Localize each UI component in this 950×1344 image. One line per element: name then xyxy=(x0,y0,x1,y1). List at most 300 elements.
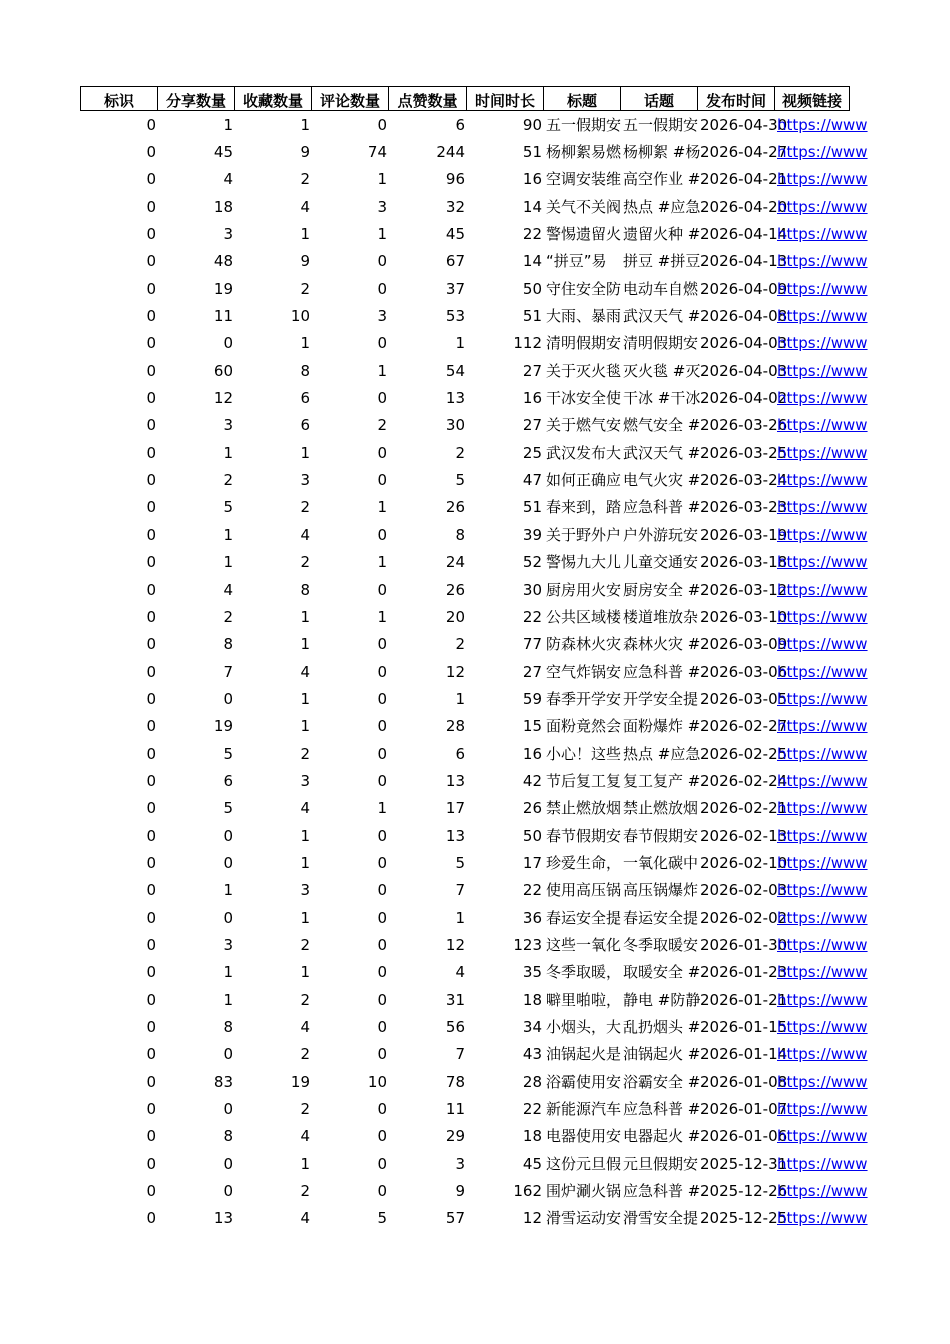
cell-share-count: 0 xyxy=(223,334,233,353)
cell-publish-time: 2026-04-14 xyxy=(700,225,788,244)
cell-video-link[interactable]: https://www xyxy=(777,1182,868,1201)
cell-topic: 高压锅爆炸 xyxy=(623,881,699,900)
cell-duration: 22 xyxy=(522,881,542,900)
cell-like-count: 28 xyxy=(445,717,465,736)
cell-like-count: 57 xyxy=(445,1209,465,1228)
cell-id: 0 xyxy=(146,689,156,708)
cell-title: 围炉涮火锅 xyxy=(546,1182,622,1201)
cell-share-count: 1 xyxy=(223,525,233,544)
cell-duration: 14 xyxy=(522,197,542,216)
cell-favorite-count: 2 xyxy=(300,553,310,572)
cell-video-link[interactable]: https://www xyxy=(777,635,868,654)
cell-share-count: 7 xyxy=(223,662,233,681)
cell-topic: 冬季取暖安 xyxy=(623,935,699,954)
cell-duration: 27 xyxy=(522,361,542,380)
cell-video-link[interactable]: https://www xyxy=(777,225,868,244)
cell-share-count: 0 xyxy=(223,826,233,845)
cell-duration: 52 xyxy=(522,553,542,572)
cell-publish-time: 2026-03-18 xyxy=(700,553,788,572)
cell-video-link[interactable]: https://www xyxy=(777,361,868,380)
cell-topic: 户外游玩安 xyxy=(623,525,699,544)
table-row xyxy=(80,466,868,493)
cell-duration: 12 xyxy=(522,1209,542,1228)
table-row xyxy=(80,713,868,740)
cell-like-count: 53 xyxy=(445,307,465,326)
cell-like-count: 29 xyxy=(445,1127,465,1146)
table-row xyxy=(80,767,868,794)
cell-publish-time: 2026-01-15 xyxy=(700,1018,788,1037)
cell-video-link[interactable]: https://www xyxy=(777,1018,868,1037)
cell-favorite-count: 1 xyxy=(300,115,310,134)
cell-share-count: 45 xyxy=(213,143,233,162)
cell-topic: 清明假期安 xyxy=(623,334,699,353)
header-video-link: 视频链接 xyxy=(775,86,850,111)
cell-id: 0 xyxy=(146,990,156,1009)
cell-duration: 14 xyxy=(522,252,542,271)
cell-like-count: 67 xyxy=(445,252,465,271)
cell-like-count: 78 xyxy=(445,1072,465,1091)
cell-publish-time: 2026-01-21 xyxy=(700,990,788,1009)
table-row xyxy=(80,1041,868,1068)
cell-publish-time: 2026-01-14 xyxy=(700,1045,788,1064)
table-row xyxy=(80,1068,868,1095)
cell-title: 面粉竟然会 xyxy=(546,717,622,736)
cell-favorite-count: 2 xyxy=(300,1100,310,1119)
cell-topic: 油锅起火 # xyxy=(623,1045,701,1064)
cell-duration: 39 xyxy=(522,525,542,544)
cell-share-count: 2 xyxy=(223,471,233,490)
table-row xyxy=(80,138,868,165)
cell-like-count: 4 xyxy=(455,963,465,982)
cell-topic: 应急科普 # xyxy=(623,1182,701,1201)
table-row xyxy=(80,576,868,603)
table-row xyxy=(80,1205,868,1232)
cell-share-count: 8 xyxy=(223,1018,233,1037)
cell-title: 五一假期安 xyxy=(546,115,622,134)
cell-publish-time: 2026-01-07 xyxy=(700,1100,788,1119)
cell-video-link[interactable]: https://www xyxy=(777,689,868,708)
cell-topic: 森林火灾 # xyxy=(623,635,701,654)
cell-like-count: 12 xyxy=(445,935,465,954)
cell-publish-time: 2026-03-12 xyxy=(700,580,788,599)
cell-video-link[interactable]: https://www xyxy=(777,1045,868,1064)
cell-comment-count: 0 xyxy=(377,1018,387,1037)
cell-duration: 17 xyxy=(522,853,542,872)
cell-publish-time: 2026-01-23 xyxy=(700,963,788,982)
cell-favorite-count: 2 xyxy=(300,498,310,517)
cell-duration: 90 xyxy=(522,115,542,134)
cell-topic: 取暖安全 # xyxy=(623,963,701,982)
cell-title: 公共区域楼 xyxy=(546,607,622,626)
cell-video-link[interactable]: https://www xyxy=(777,744,868,763)
cell-title: 守住安全防 xyxy=(546,279,622,298)
cell-id: 0 xyxy=(146,908,156,927)
cell-favorite-count: 4 xyxy=(300,799,310,818)
cell-like-count: 13 xyxy=(445,826,465,845)
cell-like-count: 2 xyxy=(455,635,465,654)
cell-video-link[interactable]: https://www xyxy=(777,525,868,544)
cell-comment-count: 3 xyxy=(377,307,387,326)
cell-share-count: 3 xyxy=(223,225,233,244)
cell-video-link[interactable]: https://www xyxy=(777,334,868,353)
cell-favorite-count: 1 xyxy=(300,908,310,927)
cell-share-count: 5 xyxy=(223,799,233,818)
cell-favorite-count: 10 xyxy=(290,307,310,326)
cell-publish-time: 2026-04-27 xyxy=(700,143,788,162)
cell-publish-time: 2026-03-10 xyxy=(700,607,788,626)
cell-like-count: 17 xyxy=(445,799,465,818)
cell-comment-count: 3 xyxy=(377,197,387,216)
cell-favorite-count: 6 xyxy=(300,389,310,408)
cell-id: 0 xyxy=(146,1182,156,1201)
table-row xyxy=(80,1123,868,1150)
cell-comment-count: 0 xyxy=(377,990,387,1009)
cell-id: 0 xyxy=(146,771,156,790)
cell-video-link[interactable]: https://www xyxy=(777,498,868,517)
cell-comment-count: 0 xyxy=(377,580,387,599)
cell-comment-count: 0 xyxy=(377,689,387,708)
cell-duration: 162 xyxy=(513,1182,542,1201)
cell-title: 滑雪运动安 xyxy=(546,1209,622,1228)
cell-video-link[interactable]: https://www xyxy=(777,197,868,216)
cell-id: 0 xyxy=(146,525,156,544)
cell-video-link[interactable]: https://www xyxy=(777,1154,868,1173)
cell-favorite-count: 4 xyxy=(300,1018,310,1037)
cell-favorite-count: 2 xyxy=(300,990,310,1009)
cell-video-link[interactable]: https://www xyxy=(777,771,868,790)
cell-publish-time: 2026-01-30 xyxy=(700,935,788,954)
cell-title: 厨房用火安 xyxy=(546,580,622,599)
cell-topic: 滑雪安全提 xyxy=(623,1209,699,1228)
cell-share-count: 8 xyxy=(223,635,233,654)
cell-comment-count: 0 xyxy=(377,1182,387,1201)
cell-like-count: 45 xyxy=(445,225,465,244)
table-row xyxy=(80,904,868,931)
cell-title: 杨柳絮易燃 xyxy=(546,143,622,162)
cell-favorite-count: 1 xyxy=(300,443,310,462)
cell-duration: 42 xyxy=(522,771,542,790)
cell-favorite-count: 3 xyxy=(300,771,310,790)
cell-id: 0 xyxy=(146,607,156,626)
cell-favorite-count: 8 xyxy=(300,361,310,380)
cell-favorite-count: 1 xyxy=(300,826,310,845)
cell-video-link[interactable]: https://www xyxy=(777,471,868,490)
cell-like-count: 12 xyxy=(445,662,465,681)
cell-comment-count: 0 xyxy=(377,662,387,681)
cell-id: 0 xyxy=(146,1127,156,1146)
cell-duration: 51 xyxy=(522,498,542,517)
spreadsheet xyxy=(80,86,868,1232)
cell-publish-time: 2026-04-13 xyxy=(700,252,788,271)
cell-comment-count: 0 xyxy=(377,717,387,736)
cell-comment-count: 0 xyxy=(377,1100,387,1119)
table-row xyxy=(80,384,868,411)
header-row xyxy=(80,86,850,111)
cell-favorite-count: 1 xyxy=(300,334,310,353)
cell-favorite-count: 19 xyxy=(290,1072,310,1091)
cell-topic: 武汉天气 # xyxy=(623,307,701,326)
cell-publish-time: 2026-03-05 xyxy=(700,689,788,708)
cell-like-count: 1 xyxy=(455,689,465,708)
table-row xyxy=(80,877,868,904)
table-row xyxy=(80,685,868,712)
table-row xyxy=(80,357,868,384)
cell-favorite-count: 8 xyxy=(300,580,310,599)
cell-duration: 35 xyxy=(522,963,542,982)
cell-topic: 开学安全提 xyxy=(623,689,699,708)
cell-video-link[interactable]: https://www xyxy=(777,443,868,462)
cell-share-count: 4 xyxy=(223,170,233,189)
cell-share-count: 48 xyxy=(213,252,233,271)
cell-publish-time: 2026-02-02 xyxy=(700,908,788,927)
cell-comment-count: 0 xyxy=(377,1127,387,1146)
cell-comment-count: 1 xyxy=(377,607,387,626)
cell-publish-time: 2026-02-03 xyxy=(700,881,788,900)
cell-video-link[interactable]: https://www xyxy=(777,1100,868,1119)
table-row xyxy=(80,220,868,247)
cell-like-count: 8 xyxy=(455,525,465,544)
cell-share-count: 19 xyxy=(213,717,233,736)
cell-share-count: 6 xyxy=(223,771,233,790)
cell-share-count: 83 xyxy=(213,1072,233,1091)
cell-topic: 复工复产 # xyxy=(623,771,701,790)
cell-title: 电器使用安 xyxy=(546,1127,622,1146)
cell-duration: 59 xyxy=(522,689,542,708)
cell-title: 警惕遗留火 xyxy=(546,225,622,244)
cell-duration: 27 xyxy=(522,662,542,681)
cell-video-link[interactable]: https://www xyxy=(777,279,868,298)
cell-like-count: 7 xyxy=(455,1045,465,1064)
cell-id: 0 xyxy=(146,1154,156,1173)
cell-title: “拼豆”易 xyxy=(546,252,607,271)
cell-title: 空气炸锅安 xyxy=(546,662,622,681)
cell-like-count: 1 xyxy=(455,334,465,353)
cell-favorite-count: 1 xyxy=(300,225,310,244)
cell-video-link[interactable]: https://www xyxy=(777,908,868,927)
cell-topic: 春运安全提 xyxy=(623,908,699,927)
cell-topic: 高空作业 # xyxy=(623,170,701,189)
cell-video-link[interactable]: https://www xyxy=(777,853,868,872)
cell-comment-count: 0 xyxy=(377,908,387,927)
cell-publish-time: 2026-01-08 xyxy=(700,1072,788,1091)
cell-id: 0 xyxy=(146,553,156,572)
header-like-count: 点赞数量 xyxy=(389,86,467,111)
cell-share-count: 5 xyxy=(223,744,233,763)
cell-video-link[interactable]: https://www xyxy=(777,416,868,435)
cell-id: 0 xyxy=(146,443,156,462)
cell-title: 干冰安全使 xyxy=(546,389,622,408)
header-duration: 时间时长 xyxy=(467,86,544,111)
cell-video-link[interactable]: https://www xyxy=(777,170,868,189)
cell-comment-count: 1 xyxy=(377,799,387,818)
cell-publish-time: 2026-03-06 xyxy=(700,662,788,681)
cell-comment-count: 0 xyxy=(377,771,387,790)
cell-duration: 30 xyxy=(522,580,542,599)
cell-like-count: 56 xyxy=(445,1018,465,1037)
cell-favorite-count: 2 xyxy=(300,1182,310,1201)
cell-video-link[interactable]: https://www xyxy=(777,662,868,681)
cell-comment-count: 0 xyxy=(377,252,387,271)
cell-title: 春运安全提 xyxy=(546,908,622,927)
table-row xyxy=(80,330,868,357)
cell-id: 0 xyxy=(146,662,156,681)
cell-id: 0 xyxy=(146,334,156,353)
table-row xyxy=(80,521,868,548)
cell-id: 0 xyxy=(146,471,156,490)
table-row xyxy=(80,631,868,658)
cell-topic: 电气火灾 # xyxy=(623,471,701,490)
header-favorite-count: 收藏数量 xyxy=(235,86,312,111)
cell-video-link[interactable]: https://www xyxy=(777,799,868,818)
table-row xyxy=(80,795,868,822)
cell-comment-count: 5 xyxy=(377,1209,387,1228)
cell-id: 0 xyxy=(146,225,156,244)
cell-title: 大雨、暴雨 xyxy=(546,307,622,326)
cell-share-count: 0 xyxy=(223,1182,233,1201)
table-body xyxy=(80,111,868,1232)
cell-topic: 元旦假期安 xyxy=(623,1154,699,1173)
cell-title: 冬季取暖， xyxy=(546,963,622,982)
cell-favorite-count: 9 xyxy=(300,143,310,162)
cell-like-count: 37 xyxy=(445,279,465,298)
cell-like-count: 13 xyxy=(445,389,465,408)
cell-comment-count: 0 xyxy=(377,443,387,462)
cell-comment-count: 0 xyxy=(377,963,387,982)
cell-title: 防森林火灾 xyxy=(546,635,622,654)
cell-video-link[interactable]: https://www xyxy=(777,143,868,162)
cell-favorite-count: 1 xyxy=(300,853,310,872)
cell-video-link[interactable]: https://www xyxy=(777,115,868,134)
cell-video-link[interactable]: https://www xyxy=(777,963,868,982)
cell-video-link[interactable]: https://www xyxy=(777,717,868,736)
table-row xyxy=(80,166,868,193)
cell-share-count: 0 xyxy=(223,853,233,872)
cell-like-count: 26 xyxy=(445,580,465,599)
cell-topic: 一氧化碳中 xyxy=(623,853,699,872)
cell-publish-time: 2026-01-06 xyxy=(700,1127,788,1146)
cell-title: 春来到，踏 xyxy=(546,498,622,517)
cell-duration: 47 xyxy=(522,471,542,490)
cell-favorite-count: 2 xyxy=(300,935,310,954)
cell-favorite-count: 2 xyxy=(300,744,310,763)
cell-video-link[interactable]: https://www xyxy=(777,990,868,1009)
cell-like-count: 2 xyxy=(455,443,465,462)
cell-id: 0 xyxy=(146,853,156,872)
cell-video-link[interactable]: https://www xyxy=(777,826,868,845)
cell-duration: 51 xyxy=(522,307,542,326)
cell-id: 0 xyxy=(146,1018,156,1037)
cell-publish-time: 2026-04-09 xyxy=(700,279,788,298)
cell-share-count: 0 xyxy=(223,1045,233,1064)
cell-share-count: 1 xyxy=(223,881,233,900)
cell-topic: 热点 #应急 xyxy=(623,744,701,763)
cell-video-link[interactable]: https://www xyxy=(777,1209,868,1228)
cell-video-link[interactable]: https://www xyxy=(777,389,868,408)
cell-like-count: 13 xyxy=(445,771,465,790)
cell-like-count: 31 xyxy=(445,990,465,1009)
cell-favorite-count: 4 xyxy=(300,525,310,544)
cell-topic: 燃气安全 # xyxy=(623,416,701,435)
cell-comment-count: 0 xyxy=(377,1154,387,1173)
cell-video-link[interactable]: https://www xyxy=(777,553,868,572)
cell-duration: 26 xyxy=(522,799,542,818)
cell-video-link[interactable]: https://www xyxy=(777,935,868,954)
cell-id: 0 xyxy=(146,279,156,298)
cell-share-count: 5 xyxy=(223,498,233,517)
cell-share-count: 1 xyxy=(223,115,233,134)
cell-publish-time: 2026-03-24 xyxy=(700,471,788,490)
cell-title: 关气不关阀 xyxy=(546,197,622,216)
cell-publish-time: 2026-02-25 xyxy=(700,744,788,763)
cell-topic: 杨柳絮 #杨 xyxy=(623,143,701,162)
cell-publish-time: 2026-02-24 xyxy=(700,771,788,790)
cell-favorite-count: 9 xyxy=(300,252,310,271)
cell-title: 珍爱生命， xyxy=(546,853,622,872)
cell-duration: 77 xyxy=(522,635,542,654)
cell-share-count: 1 xyxy=(223,990,233,1009)
cell-duration: 18 xyxy=(522,1127,542,1146)
cell-share-count: 19 xyxy=(213,279,233,298)
cell-share-count: 0 xyxy=(223,689,233,708)
cell-comment-count: 1 xyxy=(377,361,387,380)
cell-comment-count: 1 xyxy=(377,170,387,189)
cell-topic: 应急科普 # xyxy=(623,498,701,517)
cell-share-count: 0 xyxy=(223,908,233,927)
cell-favorite-count: 1 xyxy=(300,1154,310,1173)
cell-title: 春季开学安 xyxy=(546,689,622,708)
cell-comment-count: 0 xyxy=(377,389,387,408)
cell-comment-count: 0 xyxy=(377,881,387,900)
cell-favorite-count: 1 xyxy=(300,607,310,626)
cell-title: 武汉发布大 xyxy=(546,443,622,462)
cell-title: 使用高压锅 xyxy=(546,881,622,900)
cell-like-count: 5 xyxy=(455,471,465,490)
cell-like-count: 5 xyxy=(455,853,465,872)
cell-video-link[interactable]: https://www xyxy=(777,252,868,271)
cell-video-link[interactable]: https://www xyxy=(777,1127,868,1146)
cell-topic: 电动车自燃 xyxy=(623,279,699,298)
cell-video-link[interactable]: https://www xyxy=(777,1072,868,1091)
cell-video-link[interactable]: https://www xyxy=(777,881,868,900)
cell-topic: 干冰 #干冰 xyxy=(623,389,701,408)
table-row xyxy=(80,1013,868,1040)
cell-video-link[interactable]: https://www xyxy=(777,607,868,626)
cell-like-count: 20 xyxy=(445,607,465,626)
cell-title: 这些一氧化 xyxy=(546,935,622,954)
cell-favorite-count: 3 xyxy=(300,881,310,900)
cell-id: 0 xyxy=(146,826,156,845)
cell-id: 0 xyxy=(146,717,156,736)
cell-title: 新能源汽车 xyxy=(546,1100,622,1119)
cell-video-link[interactable]: https://www xyxy=(777,580,868,599)
cell-publish-time: 2026-02-10 xyxy=(700,853,788,872)
cell-share-count: 60 xyxy=(213,361,233,380)
cell-title: 空调安装维 xyxy=(546,170,622,189)
cell-id: 0 xyxy=(146,744,156,763)
cell-id: 0 xyxy=(146,1100,156,1119)
cell-id: 0 xyxy=(146,307,156,326)
cell-topic: 拼豆 #拼豆 xyxy=(623,252,701,271)
table-row xyxy=(80,603,868,630)
cell-share-count: 12 xyxy=(213,389,233,408)
cell-favorite-count: 4 xyxy=(300,662,310,681)
cell-topic: 热点 #应急 xyxy=(623,197,701,216)
cell-like-count: 3 xyxy=(455,1154,465,1173)
cell-video-link[interactable]: https://www xyxy=(777,307,868,326)
cell-id: 0 xyxy=(146,1045,156,1064)
cell-id: 0 xyxy=(146,635,156,654)
cell-id: 0 xyxy=(146,197,156,216)
